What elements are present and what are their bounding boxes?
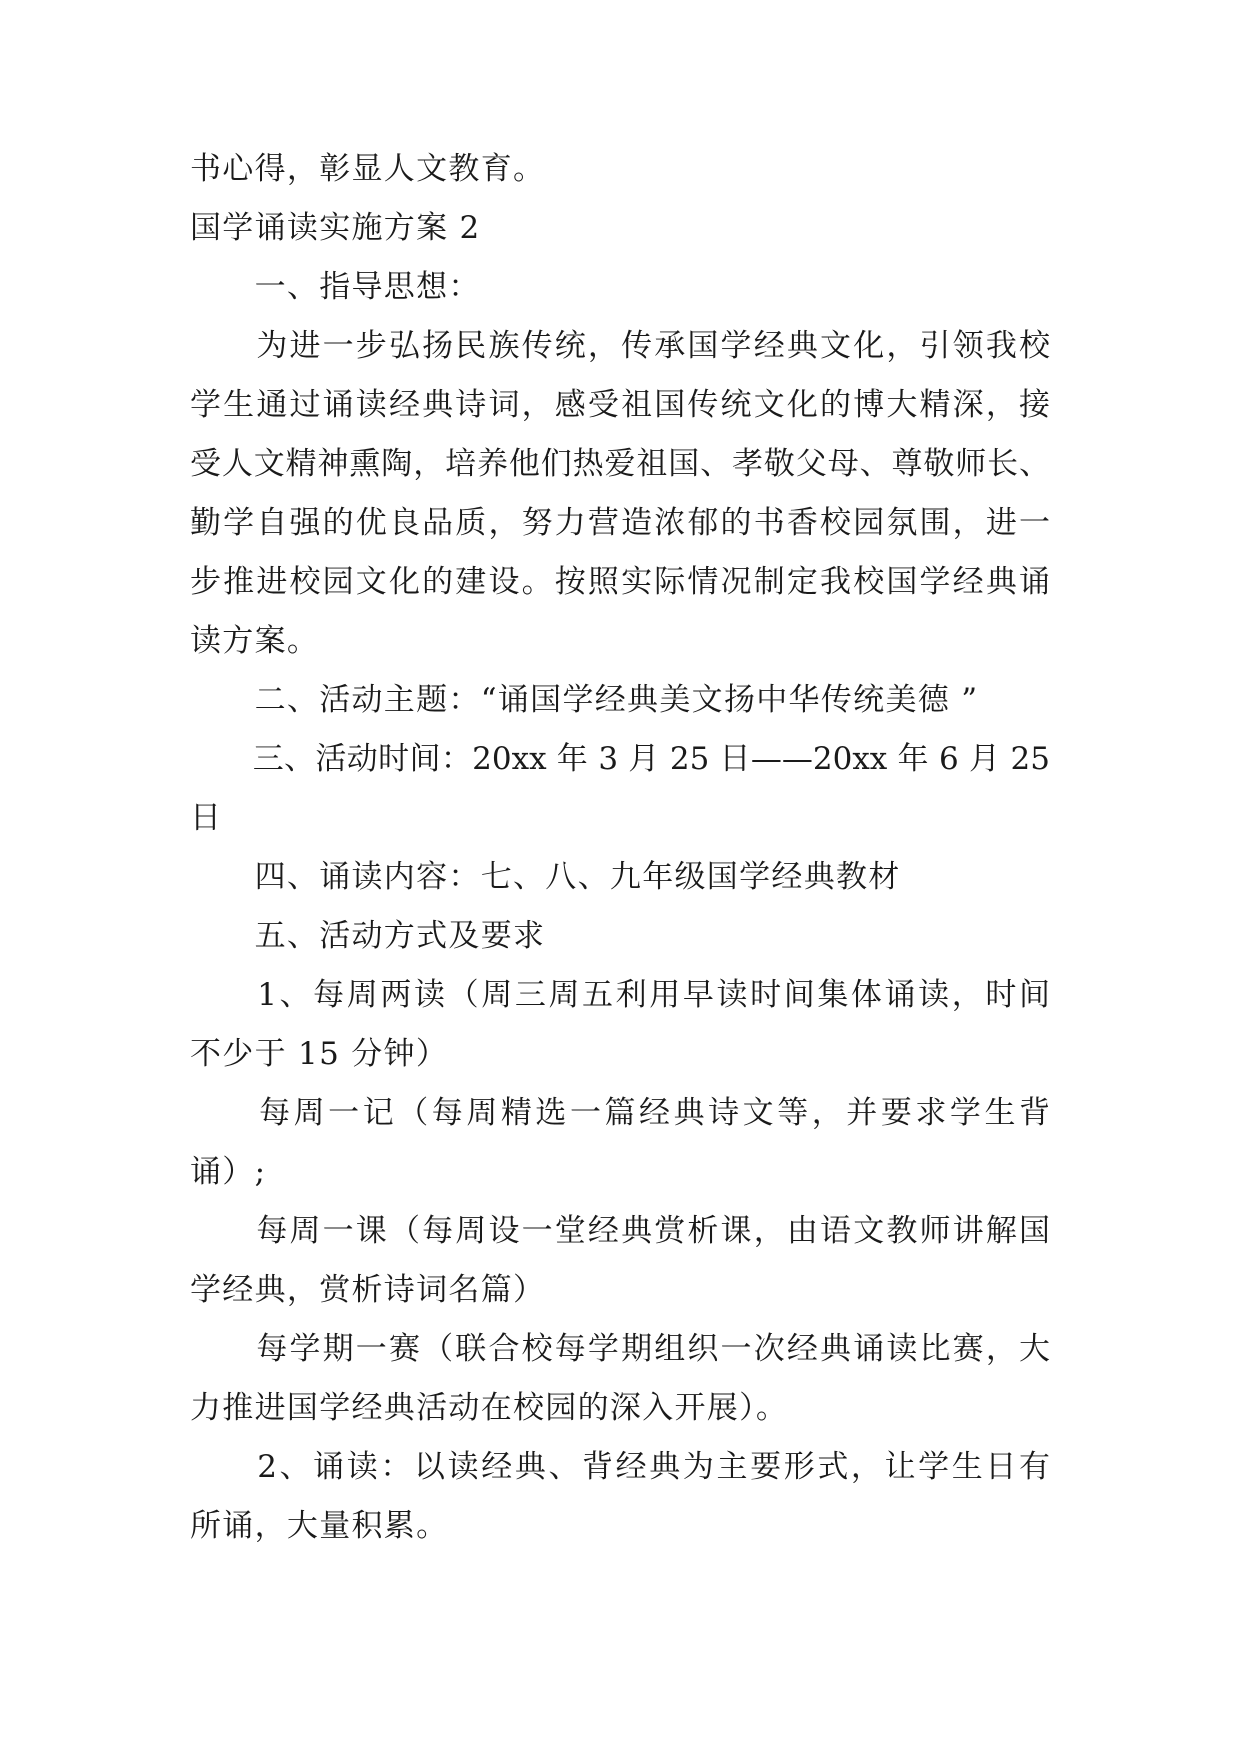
text-line: 学经典，赏析诗词名篇） (190, 1272, 546, 1308)
text-line: 二、活动主题：“诵国学经典美文扬中华传统美德 ” (190, 682, 979, 718)
text-line: 不少于 15 分钟） (190, 1036, 449, 1072)
text-line: 每学期一赛（联合校每学期组织一次经典诵读比赛，大 (190, 1331, 1050, 1367)
text-line: 力推进国学经典活动在校园的深入开展）。 (190, 1390, 789, 1426)
text-line: 每周一记（每周精选一篇经典诗文等，并要求学生背 (190, 1095, 1050, 1131)
text-line: 五、活动方式及要求 (190, 918, 546, 954)
text-line: 日 (190, 800, 223, 836)
text-line: 受人文精神熏陶，培养他们热爱祖国、孝敬父母、尊敬师长、 (190, 446, 1050, 482)
text-line: 一、指导思想： (190, 269, 481, 305)
text-line: 读方案。 (190, 623, 320, 659)
text-line: 诵）; (190, 1154, 267, 1190)
section-title: 国学诵读实施方案 2 (190, 210, 481, 246)
text-line: 三、活动时间：20xx 年 3 月 25 日——20xx 年 6 月 25 (190, 741, 1050, 777)
text-line: 为进一步弘扬民族传统，传承国学经典文化，引领我校 (190, 328, 1050, 364)
text-line: 步推进校园文化的建设。按照实际情况制定我校国学经典诵 (190, 564, 1050, 600)
text-line: 2、诵读：以读经典、背经典为主要形式，让学生日有 (190, 1449, 1050, 1485)
text-line: 每周一课（每周设一堂经典赏析课，由语文教师讲解国 (190, 1213, 1050, 1249)
text-line: 所诵，大量积累。 (190, 1508, 449, 1544)
text-line: 书心得，彰显人文教育。 (190, 151, 546, 187)
text-line: 1、每周两读（周三周五利用早读时间集体诵读，时间 (190, 977, 1050, 1013)
text-line: 四、诵读内容：七、八、九年级国学经典教材 (190, 859, 901, 895)
text-line: 学生通过诵读经典诗词，感受祖国传统文化的博大精深，接 (190, 387, 1050, 423)
text-line: 勤学自强的优良品质，努力营造浓郁的书香校园氛围，进一 (190, 505, 1050, 541)
